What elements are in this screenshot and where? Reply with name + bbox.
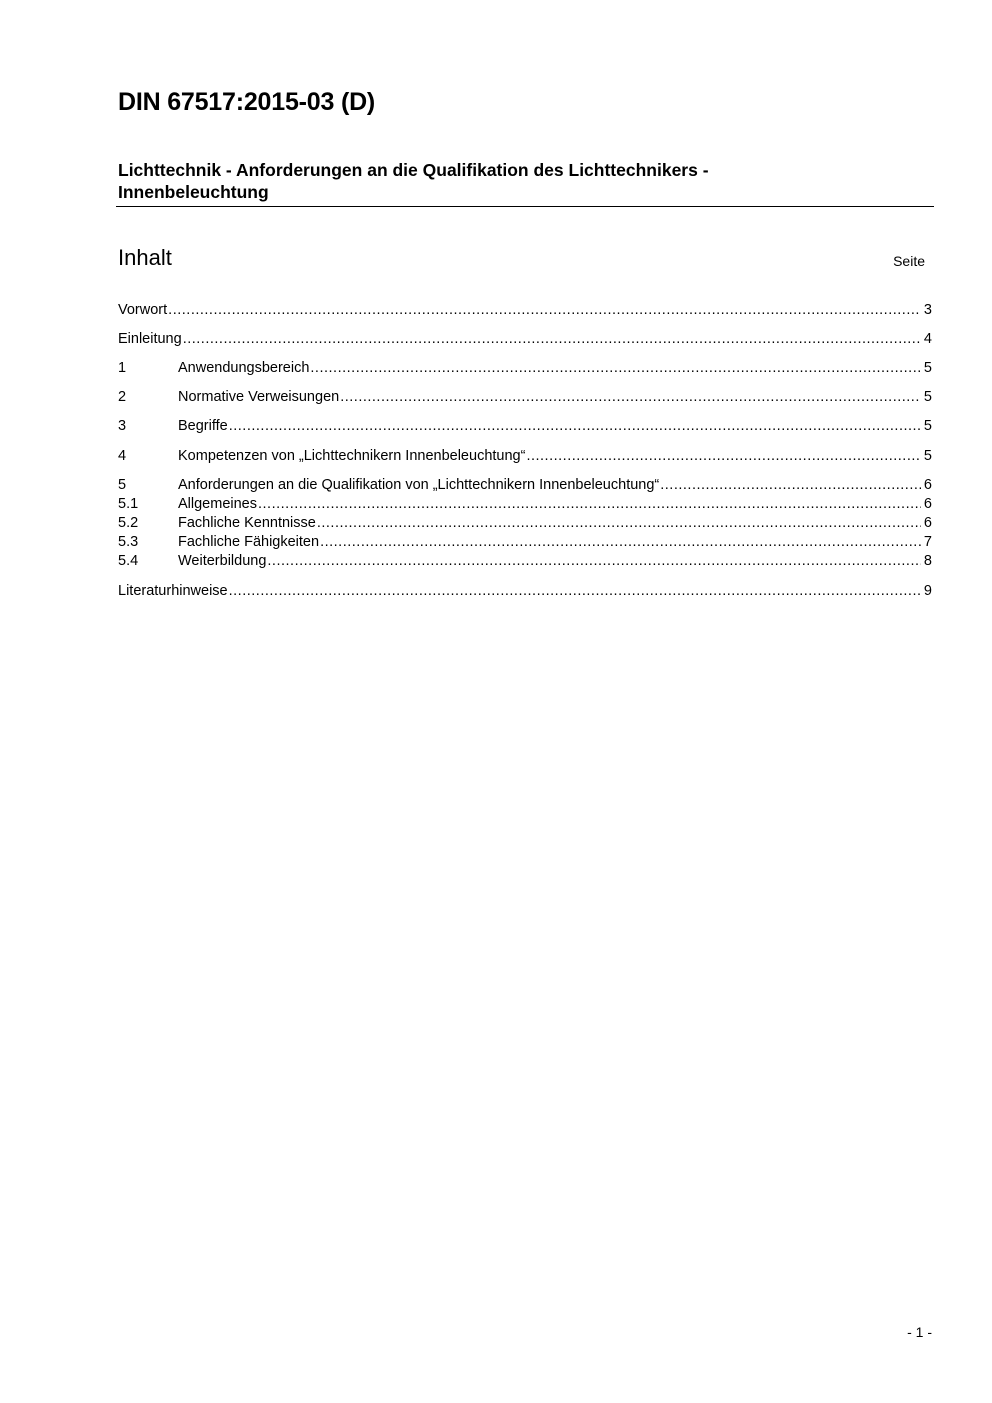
toc-entry-number: 5.2 bbox=[118, 515, 139, 531]
toc-entry-3[interactable] bbox=[118, 417, 932, 436]
toc-dot-leader bbox=[526, 447, 921, 466]
toc-entry-label: Allgemeines bbox=[178, 496, 257, 512]
toc-entry-number: 5 bbox=[118, 477, 127, 493]
toc-dot-leader bbox=[340, 388, 921, 407]
toc-dot-leader bbox=[183, 330, 921, 349]
toc-dot-leader bbox=[229, 582, 921, 601]
toc-dot-leader bbox=[320, 533, 921, 552]
toc-entry-label: Anforderungen an die Qualifikation von „Lichttechnikern Innenbeleuchtung“ bbox=[178, 477, 660, 493]
toc-entry-5-4[interactable] bbox=[118, 552, 932, 571]
toc-dot-leader bbox=[229, 417, 921, 436]
toc-entry-label: Einleitung bbox=[118, 331, 182, 347]
toc-entry-label: Vorwort bbox=[118, 302, 168, 318]
toc-entry-page: 7 bbox=[923, 534, 932, 550]
toc-entry-label: Anwendungsbereich bbox=[178, 360, 310, 376]
table-of-contents bbox=[118, 0, 932, 620]
toc-entry-1[interactable] bbox=[118, 359, 932, 378]
toc-entry-page: 5 bbox=[923, 418, 932, 434]
document-title-line-2: Innenbeleuchtung bbox=[118, 182, 269, 202]
toc-entry-label: Begriffe bbox=[178, 418, 228, 434]
document-title-line-1: Lichttechnik - Anforderungen an die Qualifikation des Lichttechnikers - bbox=[118, 160, 709, 180]
toc-entry-page: 5 bbox=[923, 360, 932, 376]
toc-entry-number: 1 bbox=[118, 360, 127, 376]
toc-entry-number: 4 bbox=[118, 448, 127, 464]
toc-heading: Inhalt bbox=[118, 245, 172, 270]
toc-entry-label: Weiterbildung bbox=[178, 553, 267, 569]
toc-entry-number: 5.4 bbox=[118, 553, 139, 569]
toc-entry-label: Fachliche Fähigkeiten bbox=[178, 534, 320, 550]
toc-dot-leader bbox=[267, 552, 921, 571]
toc-entry-2[interactable] bbox=[118, 388, 932, 407]
toc-entry-5-2[interactable] bbox=[118, 514, 932, 533]
toc-entry-number: 3 bbox=[118, 418, 127, 434]
toc-entry-page: 6 bbox=[923, 515, 932, 531]
toc-entry-page: 3 bbox=[923, 302, 932, 318]
toc-entry-page: 4 bbox=[923, 331, 932, 347]
toc-page-column-label: Seite bbox=[893, 253, 925, 269]
toc-dot-leader bbox=[168, 301, 921, 320]
toc-entry-page: 9 bbox=[923, 583, 932, 599]
toc-entry-5-1[interactable] bbox=[118, 495, 932, 514]
toc-entry-literaturhinweise[interactable] bbox=[118, 582, 932, 601]
toc-entry-label: Kompetenzen von „Lichttechnikern Innenbeleuchtung“ bbox=[178, 448, 526, 464]
toc-dot-leader bbox=[310, 359, 921, 378]
toc-dot-leader bbox=[660, 476, 921, 495]
toc-entry-page: 8 bbox=[923, 553, 932, 569]
toc-entry-page: 6 bbox=[923, 496, 932, 512]
toc-entry-label: Fachliche Kenntnisse bbox=[178, 515, 316, 531]
toc-entry-einleitung[interactable] bbox=[118, 330, 932, 349]
toc-entry-page: 5 bbox=[923, 389, 932, 405]
toc-entry-5-3[interactable] bbox=[118, 533, 932, 552]
toc-entry-page: 5 bbox=[923, 448, 932, 464]
toc-dot-leader bbox=[317, 514, 921, 533]
toc-entry-5[interactable] bbox=[118, 476, 932, 495]
toc-entry-page: 6 bbox=[923, 477, 932, 493]
toc-entry-vorwort[interactable] bbox=[118, 301, 932, 320]
toc-dot-leader bbox=[258, 495, 921, 514]
toc-entry-number: 2 bbox=[118, 389, 127, 405]
page-number: - 1 - bbox=[907, 1324, 932, 1340]
toc-entry-label: Literaturhinweise bbox=[118, 583, 228, 599]
toc-entry-4[interactable] bbox=[118, 447, 932, 466]
toc-entry-number: 5.1 bbox=[118, 496, 139, 512]
document-id: DIN 67517:2015-03 (D) bbox=[118, 88, 376, 116]
toc-entry-number: 5.3 bbox=[118, 534, 139, 550]
toc-entry-label: Normative Verweisungen bbox=[178, 389, 340, 405]
